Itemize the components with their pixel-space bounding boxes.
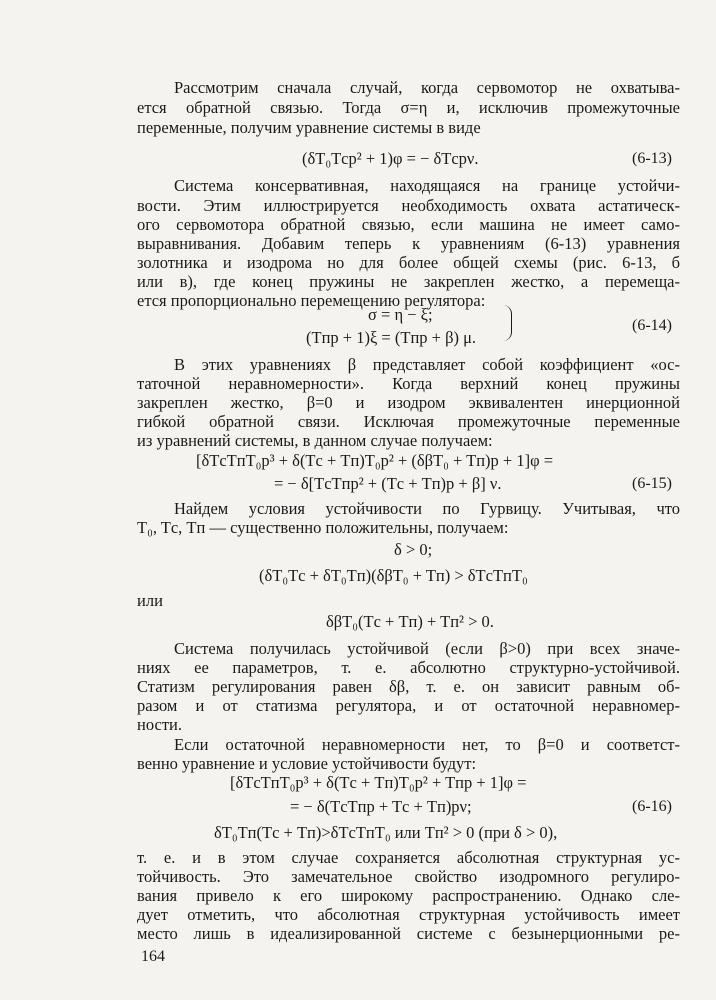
paragraph-line: Рассмотрим сначала случай, когда сервомотор не охватыва-: [174, 78, 680, 97]
equation-number: (6-13): [632, 150, 672, 167]
paragraph-line: В этих уравнениях β представляет собой коэффициент «ос-: [174, 355, 680, 374]
equation-number: (6-15): [632, 475, 672, 492]
condition-2: (δT₀Tс + δT₀Tп)(δβT₀ + Tп) > δTсTпT₀: [259, 566, 528, 585]
paragraph-line: место лишь в идеализированной системе с безынерционными ре-: [137, 924, 680, 943]
page-number: 164: [141, 948, 165, 965]
condition-4: δT₀Tп(Tс + Tп)>δTсTпT₀ или Tп² > 0 (при δ > 0),: [214, 823, 558, 842]
equation-6-13: (δT₀Tсp² + 1)φ = − δTсpν.: [302, 149, 479, 168]
paragraph-line: или в), где конец пружины не закреплен жестко, а перемеща-: [137, 272, 680, 291]
paragraph-line: тойчивость. Это замечательное свойство изодромного регулиро-: [137, 867, 680, 886]
paragraph-line: т. е. и в этом случае сохраняется абсолютная структурная ус-: [137, 848, 680, 867]
paragraph-line: Система консервативная, находящаяся на границе устойчи-: [174, 176, 680, 195]
paragraph-line: вания привело к его широкому распространению. Однако сле-: [137, 886, 680, 905]
paragraph-line: гибкой обратной связи. Исключая промежуточные переменные: [137, 412, 680, 431]
paragraph-line: или: [137, 591, 163, 610]
paragraph-line: Если остаточной неравномерности нет, то β=0 и соответст-: [174, 735, 680, 754]
paragraph-line: ности.: [137, 715, 182, 734]
paragraph-line: венно уравнение и условие устойчивости будут:: [137, 754, 477, 773]
paragraph-line: Система получилась устойчивой (если β>0) при всех значе-: [174, 639, 680, 658]
paragraph-line: золотника и изодрома но для более общей схемы (рис. 6-13, б: [137, 253, 680, 272]
paragraph-line: дует отметить, что абсолютная структурная устойчивость имеет: [137, 905, 680, 924]
paragraph-line: закреплен жестко, β=0 и изодром эквивалентен инерционной: [137, 393, 680, 412]
equation-number: (6-14): [632, 317, 672, 334]
right-brace: [503, 305, 512, 341]
paragraph-line: ется обратной связью. Тогда σ=η и, исключив промежуточные: [137, 98, 680, 117]
equation-6-16-line1: [δTсTпT₀p³ + δ(Tс + Tп)T₀p² + Tпp + 1]φ =: [230, 773, 527, 792]
paragraph-line: ого сервомотора обратной связью, если машина не имеет само-: [137, 215, 680, 234]
paragraph-line: из уравнений системы, в данном случае получаем:: [137, 431, 493, 450]
paragraph-line: Статизм регулирования равен δβ, т. е. он зависит равным об-: [137, 677, 680, 696]
condition-1: δ > 0;: [394, 540, 433, 559]
paragraph-line: Найдем условия устойчивости по Гурвицу. Учитывая, что: [174, 499, 680, 518]
paragraph-line: ниях ее параметров, т. е. абсолютно структурно-устойчивой.: [137, 658, 680, 677]
equation-6-16-line2: = − δ(TсTпp + Tс + Tп)pν;: [290, 797, 472, 816]
paragraph-line: разом и от статизма регулятора, и от остаточной неравномер-: [137, 696, 680, 715]
paragraph-line: вости. Этим иллюстрируется необходимость охвата астатическ-: [137, 196, 680, 215]
paragraph-line: выравнивания. Добавим теперь к уравнениям (6-13) уравнения: [137, 234, 680, 253]
condition-3: δβT₀(Tс + Tп) + Tп² > 0.: [326, 612, 494, 631]
paragraph-line: переменные, получим уравнение системы в виде: [137, 118, 481, 137]
paragraph-line: таточной неравномерности». Когда верхний конец пружины: [137, 374, 680, 393]
paragraph-line: T₀, Tс, Tп — существенно положительны, получаем:: [137, 518, 509, 537]
equation-6-15-line1: [δTсTпT₀p³ + δ(Tс + Tп)T₀p² + (δβT₀ + Tп)p + 1]φ =: [196, 451, 554, 470]
equation-6-15-line2: = − δ[TсTпp² + (Tс + Tп)p + β] ν.: [274, 474, 502, 493]
equation-6-14-line2: (Tпp + 1)ξ = (Tпp + β) μ.: [306, 328, 477, 347]
equation-6-14-line1: σ = η − ξ;: [368, 305, 433, 324]
paragraph-line: ется пропорционально перемещению регулятора:: [137, 291, 486, 310]
equation-number: (6-16): [632, 798, 672, 815]
